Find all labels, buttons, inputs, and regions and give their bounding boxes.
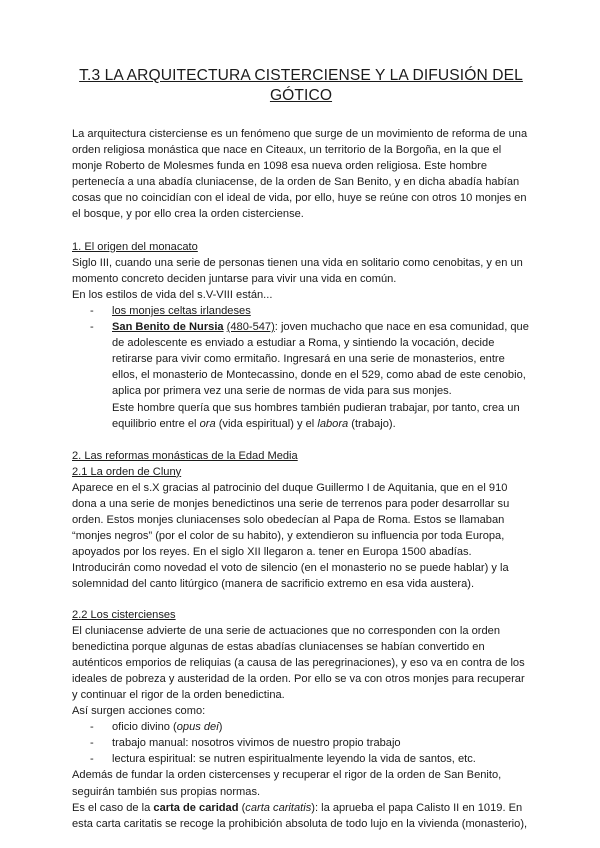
- list-item: [112, 319, 530, 432]
- carta-de-caridad-term: carta de caridad: [153, 801, 239, 814]
- page-title: T.3 LA ARQUITECTURA CISTERCIENSE Y LA DIFUSIÓN DEL GÓTICO: [79, 67, 523, 104]
- section-2-heading: 2. Las reformas monásticas de la Edad Media: [72, 449, 298, 462]
- actions-list: [72, 719, 530, 767]
- labora-term: labora: [317, 417, 349, 430]
- section-1-heading: 1. El origen del monacato: [72, 240, 198, 253]
- subsection-2-1-heading: 2.1 La orden de Cluny: [72, 465, 182, 478]
- after-paragraph: Además de fundar la orden cistercenses y recuperar el rigor de la orden de San Benito, seguirán también sus propias normas.: [72, 769, 502, 798]
- san-benito-text-2c: (trabajo).: [348, 417, 396, 430]
- section-1: [72, 239, 530, 432]
- san-benito-text: : joven muchacho que nace en esa comunidad, que de adolescente es enviado a estudiar a Roma, y sintiendo la vocación, decide retirarse para vivir como ermitaño. Ingresará en una serie de monasterios, entre ellos, el monasterio de Montecassino, donde en el 529, como abad de este cenobio, aplica por primera vez una serie de normas de vida para sus monjes.: [112, 321, 529, 398]
- list-item: [112, 303, 530, 319]
- list-item: [112, 719, 530, 735]
- charter-text-a: Es el caso de la: [72, 801, 154, 814]
- document-page: [72, 66, 530, 832]
- opus-dei-term: opus dei: [176, 721, 219, 734]
- san-benito-text-2a: Este hombre quería que sus hombres también pudieran trabajar, por tanto, crea un equilibrio entre el: [112, 401, 520, 430]
- san-benito-name: San Benito de Nursia: [112, 321, 224, 334]
- subsection-2-2-paragraph: El cluniacense advierte de una serie de actuaciones que no corresponden con la orden benedictina porque algunas de estas abadías cluniacenses se habían convertido en auténticos emporios de reliquias (a causa de las peregrinaciones), y eso va en contra de los ideales de pobreza y austeridad de la orden. Por ello se va con otros monjes para recuperar y continuar el rigor de la orden benedictina.: [72, 624, 525, 701]
- actions-intro: Así surgen acciones como:: [72, 705, 206, 718]
- section-1-list: [72, 303, 530, 432]
- section-1-styles-intro: En los estilos de vida del s.V-VIII están...: [72, 288, 273, 301]
- intro-paragraph: La arquitectura cisterciense es un fenómeno que surge de un movimiento de reforma de una orden religiosa monástica que nace en Citeaux, un territorio de la Borgoña, en la que el monje Roberto de Molesmes funda en 1098 esa nueva orden religiosa. Este hombre pertenecía a una abadía cluniacense, de la orden de San Benito, y en dicha abadía habían cosas que no coincidían con el ideal de vida, por ello, huye se reúne con otros 10 monjes en el bosque, y por ello crea la orden cisterciense.: [72, 128, 528, 221]
- action-1a: oficio divino (: [112, 721, 177, 734]
- ora-term: ora: [199, 417, 216, 430]
- subsection-2-1-paragraph: Aparece en el s.X gracias al patrocinio del duque Guillermo I de Aquitania, que en el 910 dona a una serie de monjes benedictinos una serie de terrenos para poder desarrollar su orden. Estos monjes cluniacenses solo obedecían al Papa de Roma. Estos se llamaban “monjes negros” (por el color de su habito), y extendieron su influencia por toda Europa, apoyados por los reyes. En el siglo XII llegaron a. tener en Europa 1500 abadías. Introducirán como novedad el voto de silencio (en el monasterio no se puede hablar) y la solemnidad del canto litúrgico (manera de sacrificio extremo en esa vida austera).: [72, 481, 510, 591]
- subsection-2-2-heading: 2.2 Los cistercienses: [72, 608, 176, 621]
- section-1-paragraph: Siglo III, cuando una serie de personas tienen una vida en solitario como cenobitas, y en un momento concreto deciden juntarse para vivir una vida en común.: [72, 256, 523, 285]
- san-benito-dates: (480-547): [226, 321, 275, 334]
- list-item: - trabajo manual: nosotros vivimos de nuestro propio trabajo: [112, 735, 530, 751]
- charter-paragraph: [72, 800, 530, 832]
- list-item-celtic-monks: los monjes celtas irlandeses: [112, 304, 251, 317]
- action-1b: ): [218, 721, 223, 734]
- charter-text-b: (: [238, 801, 246, 814]
- charter-text-c: ): la aprueba el papa Calisto II en 1019. En esta carta caritatis se recoge la prohibición absoluta de todo lujo en la vivienda (monasterio),: [72, 801, 528, 830]
- list-item: - lectura espiritual: se nutren espiritualmente leyendo la vida de santos, etc.: [112, 751, 530, 767]
- san-benito-text-2b: (vida espiritual) y el: [215, 417, 318, 430]
- carta-caritatis-term: carta caritatis: [245, 801, 312, 814]
- section-2: [72, 448, 530, 832]
